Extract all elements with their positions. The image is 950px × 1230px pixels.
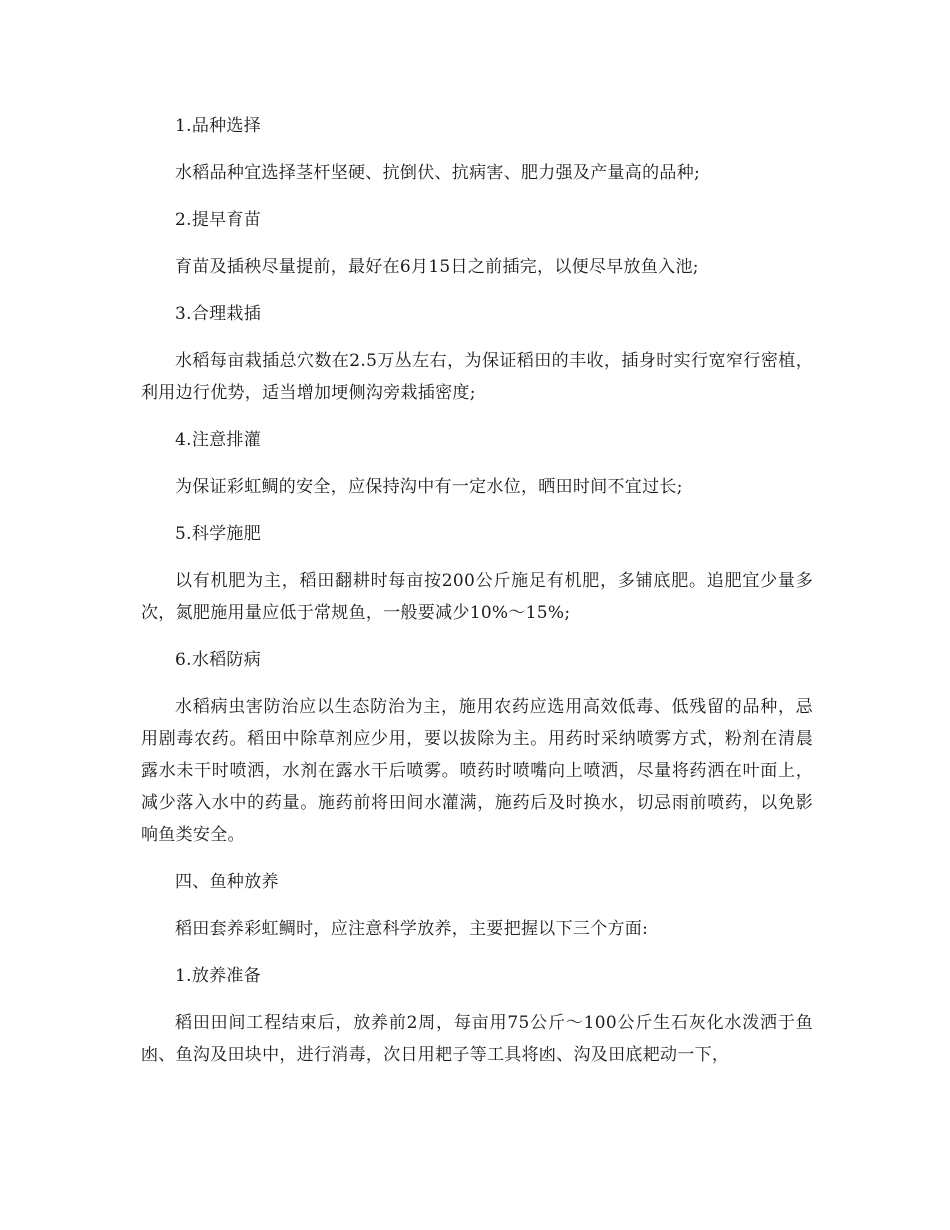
paragraph-stocking-preparation: 稻田田间工程结束后，放养前2周，每亩用75公斤～100公斤生石灰化水泼洒于鱼凼、鱼沟及田块中，进行消毒，次日用耙子等工具将凼、沟及田底耙动一下， — [141, 1013, 813, 1065]
heading-disease-prevention: 6.水稻防病 — [175, 650, 262, 670]
heading-fish-stocking: 四、鱼种放养 — [175, 872, 279, 892]
heading-early-seedling: 2.提早育苗 — [175, 210, 262, 230]
paragraph-rational-planting: 水稻每亩栽插总穴数在2.5万丛左右，为保证稻田的丰收，插身时实行宽窄行密植，利用边行优势，适当增加埂侧沟旁栽插密度; — [141, 351, 813, 403]
heading-fertilization: 5.科学施肥 — [175, 524, 262, 544]
paragraph-irrigation: 为保证彩虹鲷的安全，应保持沟中有一定水位，晒田时间不宜过长; — [175, 477, 683, 497]
paragraph-fertilization: 以有机肥为主，稻田翻耕时每亩按200公斤施足有机肥，多铺底肥。追肥宜少量多次，氮肥施用量应低于常规鱼，一般要减少10%～15%; — [141, 571, 813, 623]
paragraph-disease-prevention: 水稻病虫害防治应以生态防治为主，施用农药应选用高效低毒、低残留的品种，忌用剧毒农药。稻田中除草剂应少用，要以拔除为主。用药时采纳喷雾方式，粉剂在清晨露水未干时喷洒，水剂在露水干后喷雾。喷药时喷嘴向上喷洒，尽量将药洒在叶面上，减少落入水中的药量。施药前将田间水灌满，施药后及时换水，切忌雨前喷药，以免影响鱼类安全。 — [141, 697, 813, 845]
heading-irrigation: 4.注意排灌 — [175, 430, 262, 450]
paragraph-variety-selection: 水稻品种宜选择茎杆坚硬、抗倒伏、抗病害、肥力强及产量高的品种; — [175, 163, 701, 183]
paragraph-fish-stocking: 稻田套养彩虹鲷时，应注意科学放养，主要把握以下三个方面: — [175, 919, 649, 939]
paragraph-early-seedling: 育苗及插秧尽量提前，最好在6月15日之前插完，以便尽早放鱼入池; — [175, 257, 699, 277]
heading-stocking-preparation: 1.放养准备 — [175, 966, 262, 986]
heading-rational-planting: 3.合理栽插 — [175, 304, 262, 324]
heading-variety-selection: 1.品种选择 — [175, 116, 262, 136]
